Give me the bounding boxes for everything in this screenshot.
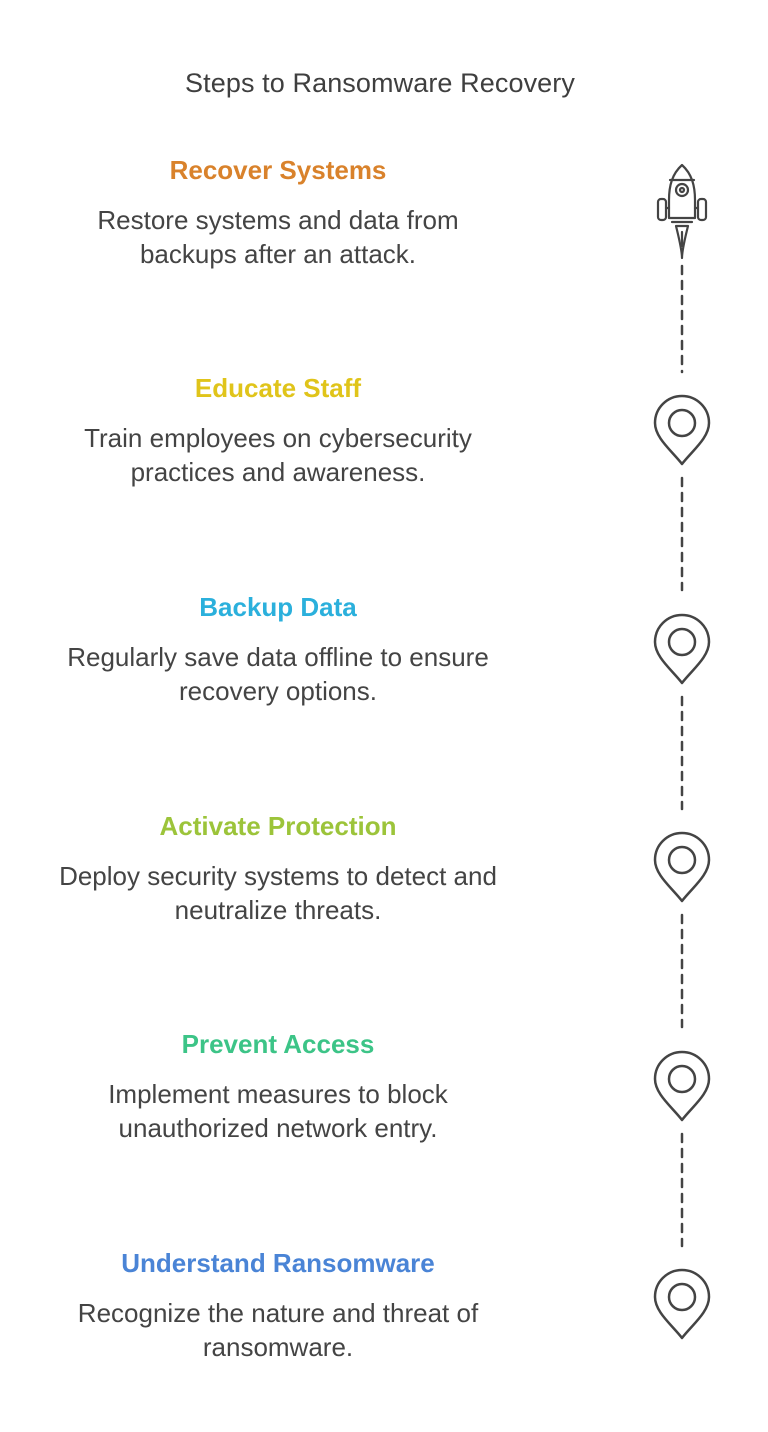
step-description: Restore systems and data from backups after an attack. — [97, 205, 459, 269]
location-pin-icon — [655, 396, 709, 464]
location-pin-icon — [655, 1270, 709, 1338]
location-pin-icon — [655, 833, 709, 901]
step-description: Implement measures to block unauthorized network entry. — [108, 1079, 448, 1143]
step-title: Backup Data — [199, 592, 357, 622]
location-pin-icon — [655, 1052, 709, 1120]
step-description: Deploy security systems to detect and neutralize threats. — [59, 861, 497, 925]
step-description: Regularly save data offline to ensure recovery options. — [67, 642, 489, 706]
step-title: Educate Staff — [194, 373, 362, 403]
step-title: Recover Systems — [169, 155, 387, 185]
step-title: Understand Ransomware — [121, 1248, 435, 1278]
step-title: Activate Protection — [159, 811, 397, 841]
step-description: Train employees on cybersecurity practices and awareness. — [84, 423, 472, 487]
rocket-icon — [658, 165, 706, 258]
location-pin-icon — [655, 615, 709, 683]
step-title: Prevent Access — [181, 1029, 375, 1059]
step-description: Recognize the nature and threat of ransomware. — [77, 1298, 479, 1362]
page-title: Steps to Ransomware Recovery — [185, 68, 575, 98]
